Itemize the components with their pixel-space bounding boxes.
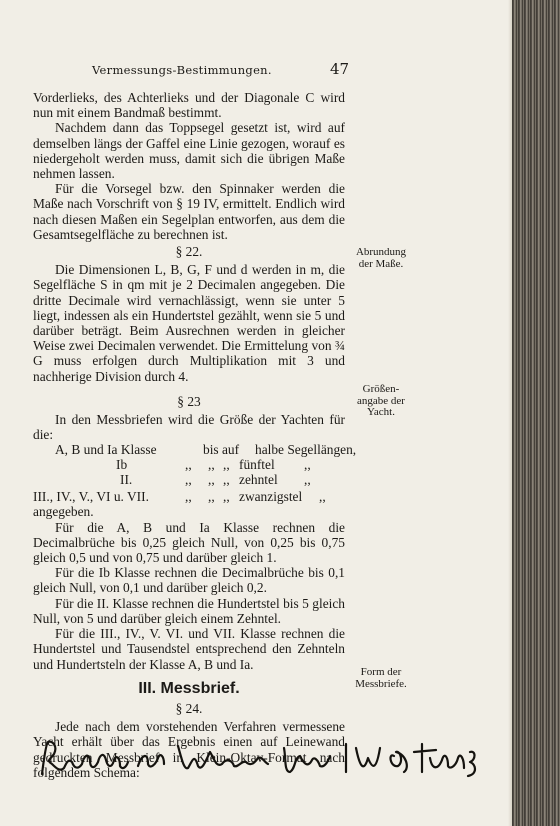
ditto-mark: ,, [208, 472, 215, 488]
margin-note: Größen-angabe der Yacht. [357, 383, 405, 418]
ditto-mark: ,, [319, 489, 326, 505]
size-value: halbe Segellängen, [255, 442, 357, 458]
running-title: Vermessungs-Bestimmungen. [92, 63, 272, 77]
paragraph: Für die A, B und Ia Klasse rechnen die Decimalbrüche bis 0,25 gleich Null, von 0,25 bis 0,75 gleich 0,5 und von 0,75 und darüber gleich 1. [33, 519, 345, 566]
size-class: A, B und Ia Klasse [55, 442, 157, 458]
ditto-mark: ,, [223, 489, 230, 505]
handwritten-stamp [38, 738, 478, 788]
size-class: II. [120, 472, 133, 488]
paragraph: Für die II. Klasse rechnen die Hundertstel bis 5 gleich Null, von 5 und darüber gleich einem Zehntel. [33, 595, 345, 626]
section-mark: § 24. [175, 700, 203, 716]
size-value: zehntel [239, 472, 278, 488]
section-mark: § 22. [175, 244, 203, 260]
size-value: fünftel [239, 457, 275, 473]
ditto-mark: ,, [185, 472, 192, 488]
paragraph: Nachdem dann das Toppsegel gesetzt ist, wird auf demselben längs der Gaffel eine Linie gezogen, worauf es niedergeholt werden muss, damit sich die übrigen Maße nehmen lassen. [33, 120, 345, 182]
size-class: Ib [116, 457, 128, 473]
chapter-heading: III. Messbrief. [138, 679, 240, 697]
ditto-mark: ,, [304, 457, 311, 473]
size-class: III., IV., V., VI u. VII. [33, 489, 149, 505]
ditto-mark: ,, [208, 457, 215, 473]
paragraph: Vorderlieks, des Achterlieks und der Diagonale C wird nun mit einem Bandmaß bestimmt. [33, 90, 345, 121]
book-edge [512, 0, 560, 826]
paragraph: Für die Ib Klasse rechnen die Decimalbrüche bis 0,1 gleich Null, von 0,1 und darüber gleich 0,2. [33, 565, 345, 596]
size-table [33, 442, 357, 489]
paragraph: Für die Vorsegel bzw. den Spinnaker werden die Maße nach Vorschrift von § 19 IV, ermittelt. Endlich wird nach diesen Maßen ein Segelplan entworfen, aus dem die Gesamtsegelfläche zu berechnen ist. [33, 181, 345, 242]
section-mark: § 23 [177, 393, 201, 409]
ditto-mark: ,, [185, 457, 192, 473]
margin-note: Form der Messbriefe. [355, 666, 407, 690]
ditto-mark: ,, [185, 489, 192, 505]
ditto-mark: ,, [208, 489, 215, 505]
size-bis: bis auf [203, 442, 240, 458]
paragraph: In den Messbriefen wird die Größe der Yachten für die: [33, 412, 345, 443]
ditto-mark: ,, [304, 472, 311, 488]
paragraph: Für die III., IV., V. VI. und VII. Klasse rechnen die Hundertstel und Tausendstel entsprechend den Zehnteln und Hundertsteln der Klasse A, B und Ia. [33, 626, 345, 672]
margin-note: Abrundung der Maße. [355, 246, 407, 270]
paragraph: Die Dimensionen L, B, G, F und d werden in m, die Segelfläche S in qm mit je 2 Decimalen angegeben. Die dritte Decimale wird vernachlässigt, wenn sie unter 5 liegt, indessen als ein Hundertstel gezählt, wenn sie 5 und darüber beträgt. Beim Ausrechnen werden in gleicher Weise zwei Decimalen verwendet. Die Ermittelung von ¾ G muss erfolgen durch Multiplikation mit 3 und nachherige Division durch 4. [33, 262, 345, 384]
page-number: 47 [330, 60, 350, 78]
ditto-mark: ,, [223, 472, 230, 488]
paragraph: Jede nach dem vorstehenden Verfahren vermessene Yacht erhält über das Ergebnis einen auf Leinewand gedruckten Messbrief in Klein-Oktav-Format nach folgendem Schema: [33, 719, 345, 780]
ditto-mark: ,, [223, 457, 230, 473]
size-value: zwanzigstel [239, 489, 303, 505]
paragraph: angegeben. [33, 504, 94, 520]
size-table [33, 489, 345, 504]
page-body [33, 90, 357, 780]
